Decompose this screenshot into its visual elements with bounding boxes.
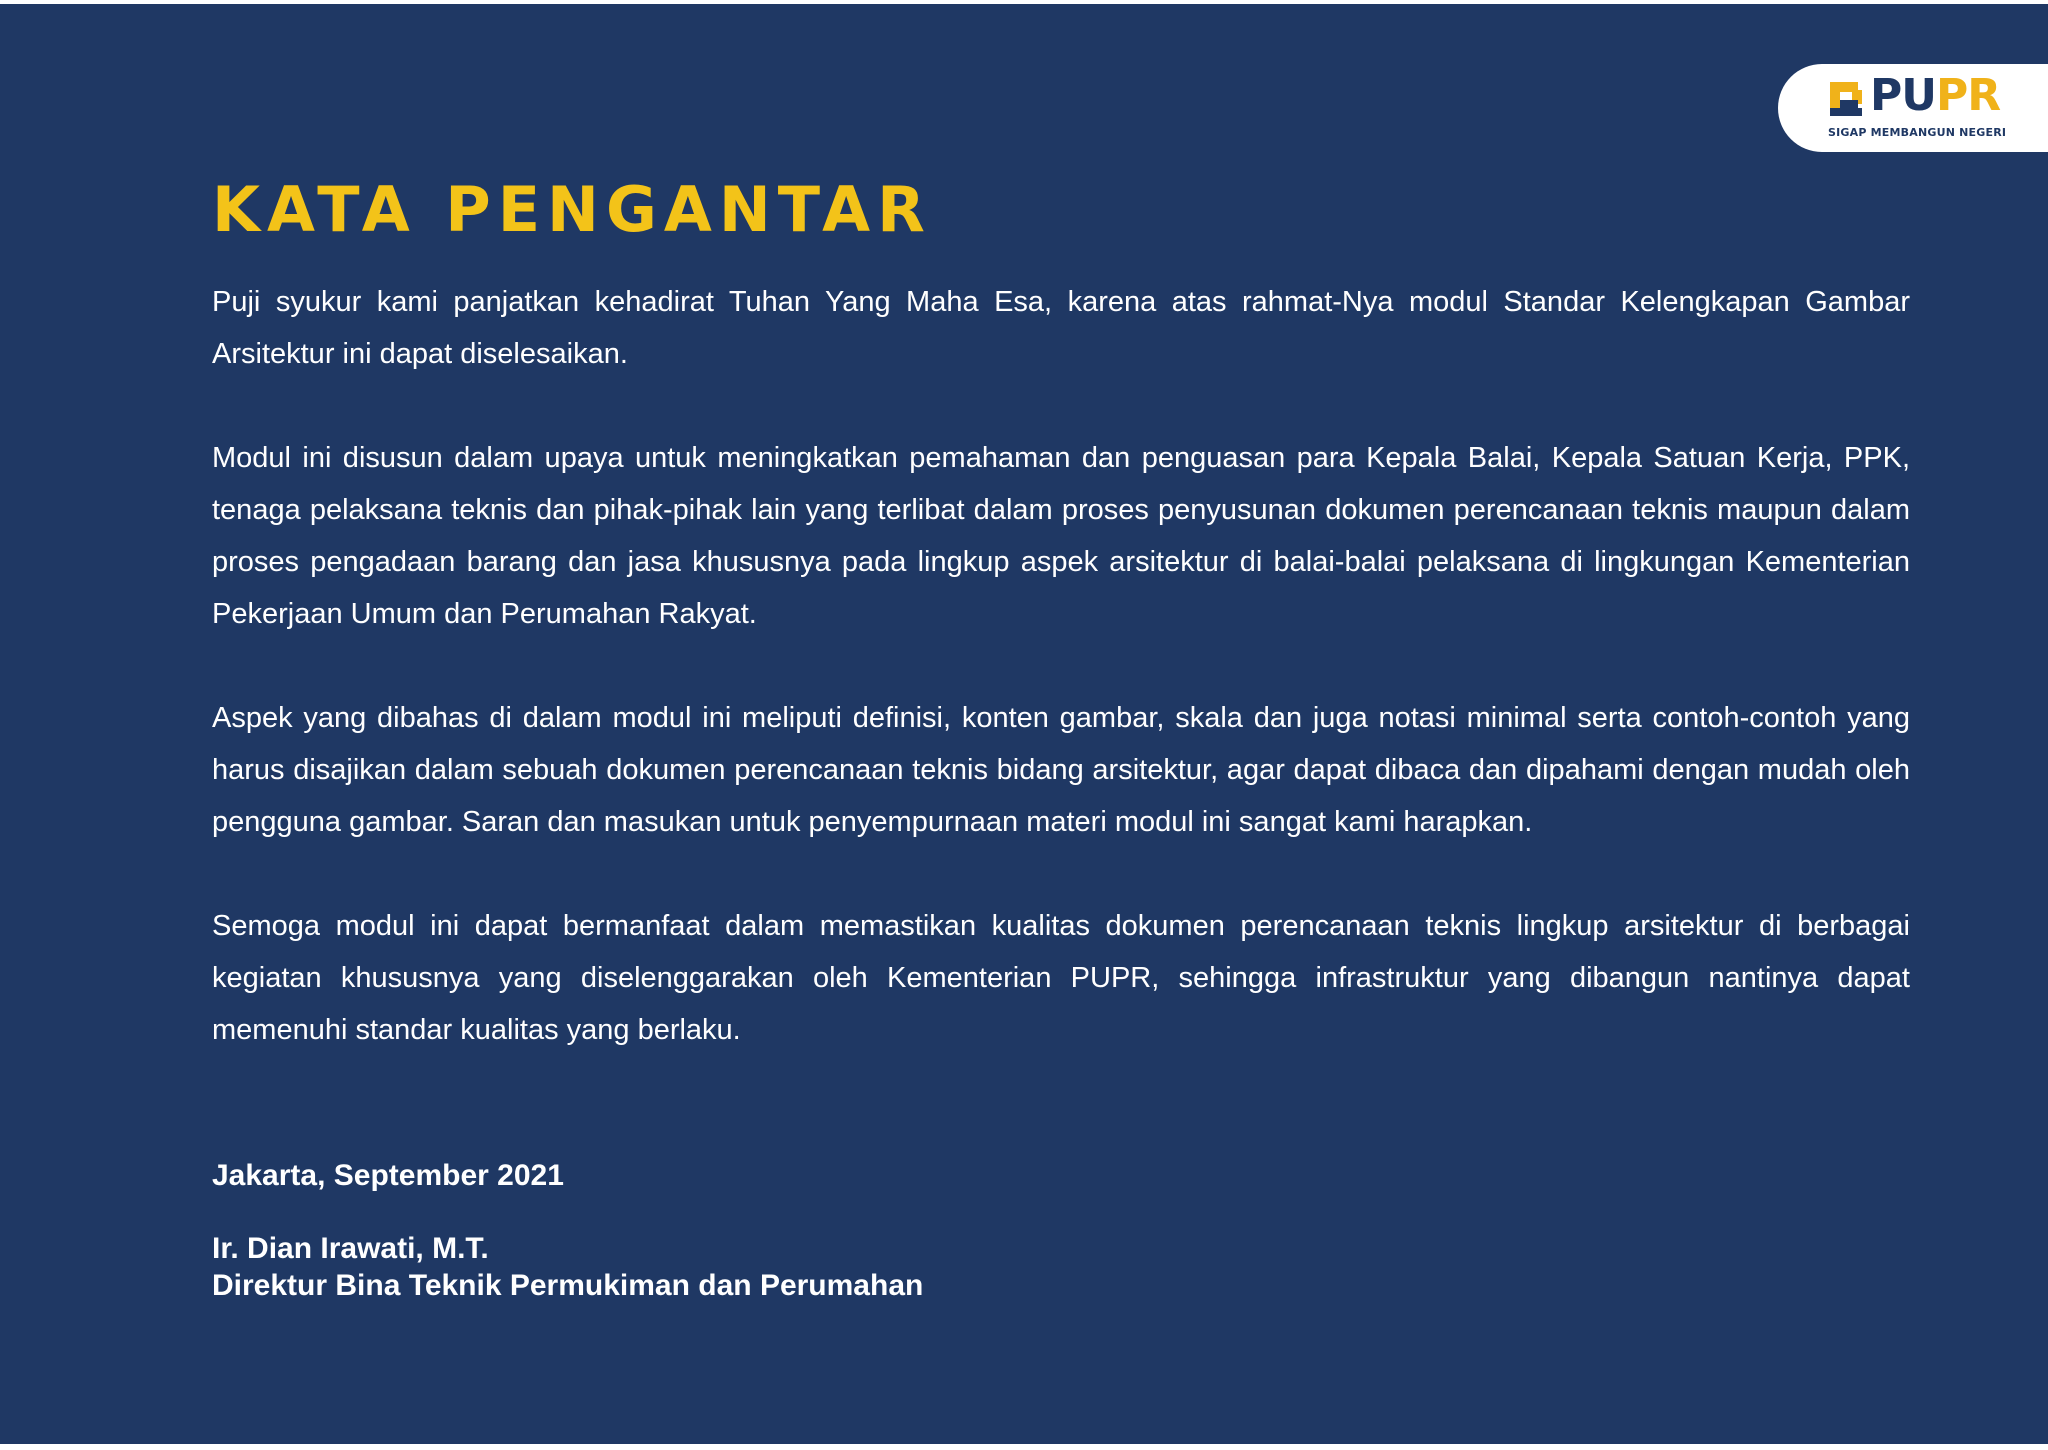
- document-page: [0, 4, 2048, 1444]
- logo-word-part1: PU: [1870, 70, 1936, 121]
- logo-word-part2: PR: [1935, 70, 2001, 121]
- logo-tagline: SIGAP MEMBANGUN NEGERI: [1828, 126, 2007, 139]
- signature-position: Direktur Bina Teknik Permukiman dan Perumahan: [212, 1269, 924, 1302]
- paragraph-1: Puji syukur kami panjatkan kehadirat Tuhan Yang Maha Esa, karena atas rahmat-Nya modul Standar Kelengkapan Gambar Arsitektur ini dapat diselesaikan.: [212, 286, 1910, 370]
- paragraph-4: Semoga modul ini dapat bermanfaat dalam memastikan kualitas dokumen perencanaan teknis lingkup arsitektur di berbagai kegiatan khususnya yang diselenggarakan oleh Kementerian PUPR, sehingga infrastruktur yang dibangun nantinya dapat memenuhi standar kualitas yang berlaku.: [212, 910, 1910, 1046]
- paragraph-2: Modul ini disusun dalam upaya untuk meningkatkan pemahaman dan penguasan para Kepala Balai, Kepala Satuan Kerja, PPK, tenaga pelaksana teknis dan pihak-pihak lain yang terlibat dalam proses penyusunan dokumen perencanaan teknis maupun dalam proses pengadaan barang dan jasa khususnya pada lingkup aspek arsitektur di balai-balai pelaksana di lingkungan Kementerian Pekerjaan Umum dan Perumahan Rakyat.: [212, 442, 1910, 630]
- body-text: [212, 276, 1910, 1056]
- signature-place-date: Jakarta, September 2021: [212, 1159, 564, 1192]
- signature-name: Ir. Dian Irawati, M.T.: [212, 1232, 489, 1265]
- pupr-logo-icon: [1828, 80, 1866, 118]
- paragraph-3: Aspek yang dibahas di dalam modul ini meliputi definisi, konten gambar, skala dan juga notasi minimal serta contoh-contoh yang harus disajikan dalam sebuah dokumen perencanaan teknis bidang arsitektur, agar dapat dibaca dan dipahami dengan mudah oleh pengguna gambar. Saran dan masukan untuk penyempurnaan materi modul ini sangat kami harapkan.: [212, 702, 1910, 838]
- page-title: KATA PENGANTAR: [212, 173, 932, 246]
- logo-wordmark: [1870, 72, 2000, 120]
- logo-badge: [1778, 64, 2048, 152]
